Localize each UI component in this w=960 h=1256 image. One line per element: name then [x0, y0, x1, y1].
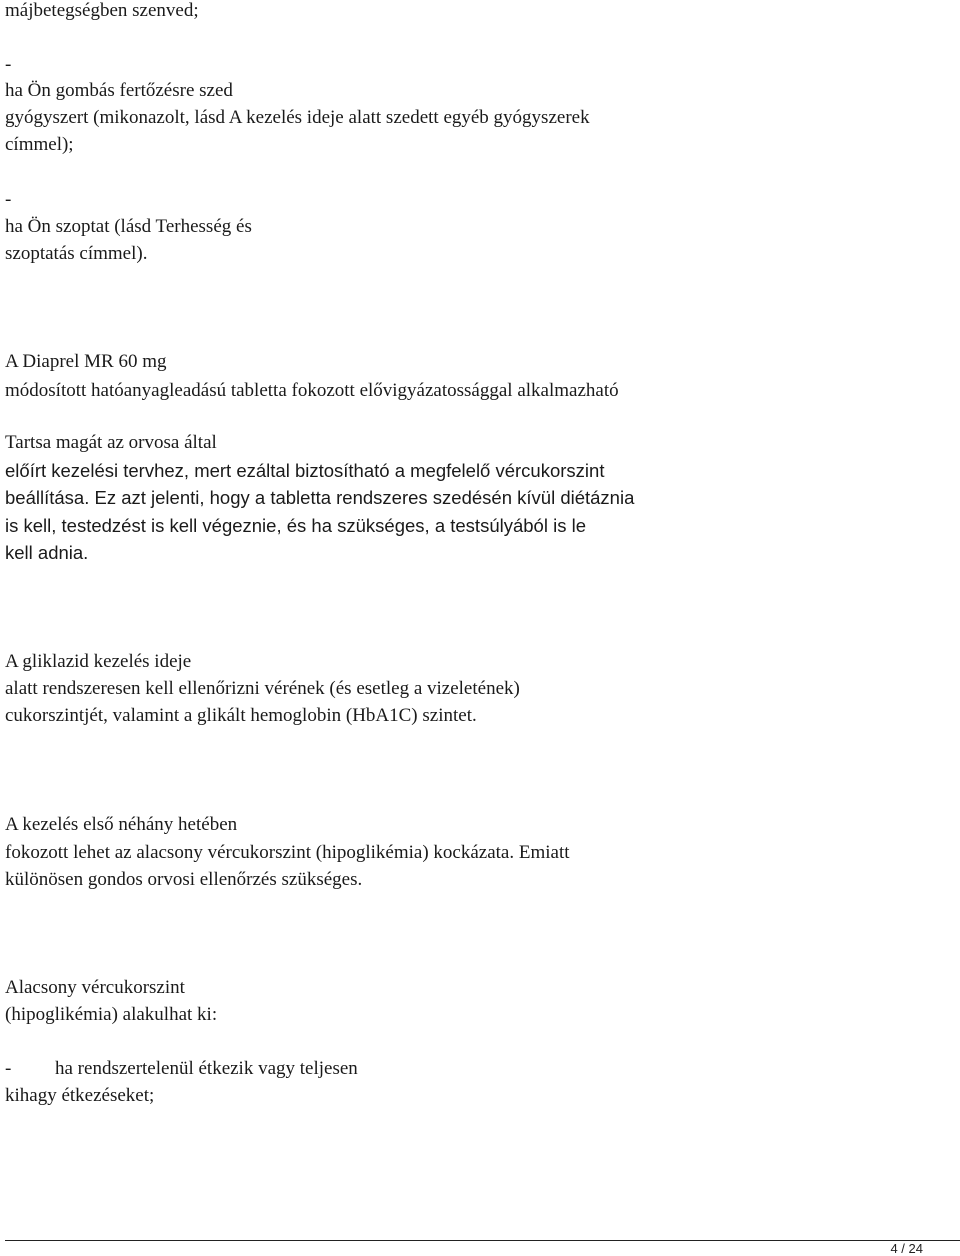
text-line: A Diaprel MR 60 mg: [5, 351, 167, 372]
text-line: előírt kezelési tervhez, mert ezáltal biztosítható a megfelelő vércukorszint: [5, 460, 605, 481]
text-line: módosított hatóanyagleadású tabletta fokozott elővigyázatossággal alkalmazható: [5, 380, 619, 401]
list-dash: -: [5, 1058, 12, 1079]
text-line: szoptatás címmel).: [5, 243, 148, 264]
text-line: cukorszintjét, valamint a glikált hemoglobin (HbA1C) szintet.: [5, 705, 477, 726]
list-dash: -: [5, 189, 12, 210]
text-line: is kell, testedzést is kell végeznie, és ha szükséges, a testsúlyából is le: [5, 515, 586, 536]
text-line: különösen gondos orvosi ellenőrzés szükséges.: [5, 869, 363, 890]
text-line: címmel);: [5, 134, 74, 155]
text-line: ha Ön szoptat (lásd Terhesség és: [5, 216, 252, 237]
text-line: fokozott lehet az alacsony vércukorszint (hipoglikémia) kockázata. Emiatt: [5, 842, 570, 863]
text-line: beállítása. Ez azt jelenti, hogy a tabletta rendszeres szedésén kívül diétáznia: [5, 487, 635, 508]
list-item-text: ha rendszertelenül étkezik vagy teljesen: [55, 1058, 358, 1079]
text-line: ha Ön gombás fertőzésre szed: [5, 80, 233, 101]
list-dash: -: [5, 54, 12, 75]
text-line: Alacsony vércukorszint: [5, 977, 185, 998]
text-line: (hipoglikémia) alakulhat ki:: [5, 1004, 218, 1025]
text-line: A kezelés első néhány hetében: [5, 814, 238, 835]
text-line: A gliklazid kezelés ideje: [5, 651, 192, 672]
footer-divider: [5, 1240, 960, 1241]
text-line: gyógyszert (mikonazolt, lásd A kezelés ideje alatt szedett egyéb gyógyszerek: [5, 107, 590, 128]
text-line: kell adnia.: [5, 542, 89, 563]
text-line: májbetegségben szenved;: [5, 0, 199, 21]
text-line: alatt rendszeresen kell ellenőrizni vérének (és esetleg a vizeletének): [5, 678, 520, 699]
text-line: Tartsa magát az orvosa által: [5, 432, 217, 453]
text-line: kihagy étkezéseket;: [5, 1085, 155, 1106]
list-item: [5, 1056, 358, 1082]
page-number: 4 / 24: [890, 1241, 923, 1256]
